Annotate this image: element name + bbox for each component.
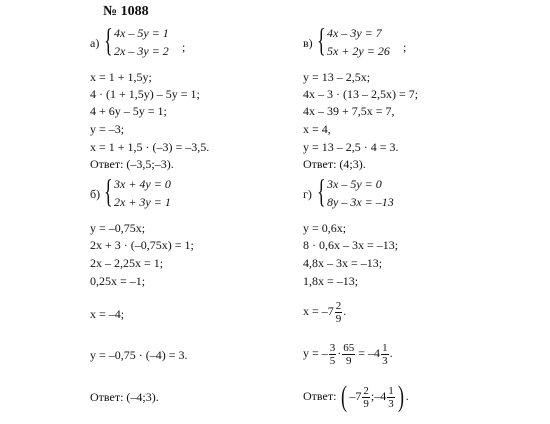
system-g xyxy=(303,174,443,211)
g-answer-suffix: . xyxy=(405,389,409,403)
g-x-fraction xyxy=(335,300,343,325)
g-x-den: 9 xyxy=(335,312,342,325)
problem-number: № 1088 xyxy=(103,4,149,19)
g-y-eq: = –4 xyxy=(358,346,381,360)
b-line-2: 2x + 3 · (–0,75x) = 1; xyxy=(90,238,194,252)
system-v xyxy=(303,23,443,60)
g-y-f1-num: 3 xyxy=(329,341,336,354)
g-y-fraction-2 xyxy=(342,342,355,367)
g-answer-sep: ;–4 xyxy=(370,389,387,403)
g-answer-close-paren: ) xyxy=(397,380,404,414)
g-y-suffix: . xyxy=(389,346,393,360)
system-g-eq2: 8y – 3x = –13 xyxy=(327,195,394,209)
g-answer-f1-num: 2 xyxy=(363,384,369,397)
system-b-eq2: 2x + 3y = 1 xyxy=(114,195,171,209)
system-a-tail: ; xyxy=(182,40,186,54)
g-x-suffix: . xyxy=(343,304,347,318)
g-y-f3-num: 1 xyxy=(382,341,388,354)
system-b-label: б) xyxy=(90,187,101,201)
system-a-eq2: 2x – 3y = 2 xyxy=(114,44,169,58)
b-line-5: x = –4; xyxy=(90,307,125,321)
v-line-2: 4x – 3 · (13 – 2,5x) = 7; xyxy=(303,87,419,101)
system-a-label: а) xyxy=(90,36,100,50)
g-y-prefix: y = – xyxy=(303,346,328,360)
g-x-line xyxy=(303,297,346,325)
system-a-eq1: 4x – 5y = 1 xyxy=(114,26,169,40)
b-line-4: 0,25x = –1; xyxy=(90,274,146,288)
system-v-label: в) xyxy=(303,36,313,50)
g-answer-f2-num: 1 xyxy=(388,384,394,397)
a-line-1: x = 1 + 1,5y; xyxy=(90,70,152,84)
system-a xyxy=(90,23,230,60)
b-answer: Ответ: (–4;3). xyxy=(90,390,159,404)
b-line-6: y = –0,75 · (–4) = 3. xyxy=(90,348,188,362)
v-line-3: 4x – 39 + 7,5x = 7, xyxy=(303,104,395,118)
v-line-4: x = 4, xyxy=(303,122,331,136)
a-line-5: x = 1 + 1,5 · (–3) = –3,5. xyxy=(90,140,210,154)
g-y-f1-den: 5 xyxy=(329,354,336,367)
g-answer-open-paren: ( xyxy=(341,380,348,414)
system-b-eq1: 3x + 4y = 0 xyxy=(114,177,171,191)
g-answer-f1-den: 9 xyxy=(363,397,369,410)
b-line-3: 2x – 2,25x = 1; xyxy=(90,256,164,270)
g-y-fraction-3 xyxy=(381,342,389,367)
v-line-1: y = 13 – 2,5x; xyxy=(303,70,371,84)
g-answer-p1: –7 xyxy=(349,389,362,403)
g-x-num: 2 xyxy=(335,299,342,312)
g-x-prefix: x = –7 xyxy=(303,304,334,318)
g-y-f3-den: 3 xyxy=(382,354,388,367)
g-answer-f2-den: 3 xyxy=(388,397,394,410)
g-y-dot: · xyxy=(337,346,342,360)
system-b xyxy=(90,174,230,211)
v-line-5: y = 13 – 2,5 · 4 = 3. xyxy=(303,140,399,154)
g-line-4: 1,8x = –13; xyxy=(303,274,359,288)
g-line-3: 4,8x – 3x = –13; xyxy=(303,256,383,270)
g-answer-prefix: Ответ: xyxy=(303,389,337,403)
g-answer-fraction-1 xyxy=(362,385,370,410)
system-b-brace: { xyxy=(104,174,113,210)
a-line-3: 4 + 6y – 5y = 1; xyxy=(90,104,167,118)
system-g-brace: { xyxy=(317,174,326,210)
g-answer xyxy=(303,381,409,412)
g-y-f2-den: 9 xyxy=(346,354,352,367)
b-line-1: y = –0,75x; xyxy=(90,221,146,235)
g-y-line xyxy=(303,339,393,367)
system-a-brace: { xyxy=(104,23,113,59)
g-line-2: 8 · 0,6x – 3x = –13; xyxy=(303,238,399,252)
v-answer: Ответ: (4;3). xyxy=(303,157,366,171)
g-line-1: y = 0,6x; xyxy=(303,221,347,235)
g-answer-fraction-2 xyxy=(387,385,395,410)
a-answer: Ответ: (–3,5;–3). xyxy=(90,157,174,171)
system-g-label: г) xyxy=(303,187,312,201)
system-v-eq1: 4x – 3y = 7 xyxy=(327,26,382,40)
a-line-2: 4 · (1 + 1,5y) – 5y = 1; xyxy=(90,87,200,101)
system-v-brace: { xyxy=(317,23,326,59)
system-v-eq2: 5x + 2y = 26 xyxy=(327,44,390,58)
system-g-eq1: 3x – 5y = 0 xyxy=(327,177,382,191)
a-line-4: y = –3; xyxy=(90,122,125,136)
g-y-f2-num: 65 xyxy=(343,341,355,354)
system-v-tail: ; xyxy=(403,40,407,54)
g-y-fraction-1 xyxy=(329,342,337,367)
